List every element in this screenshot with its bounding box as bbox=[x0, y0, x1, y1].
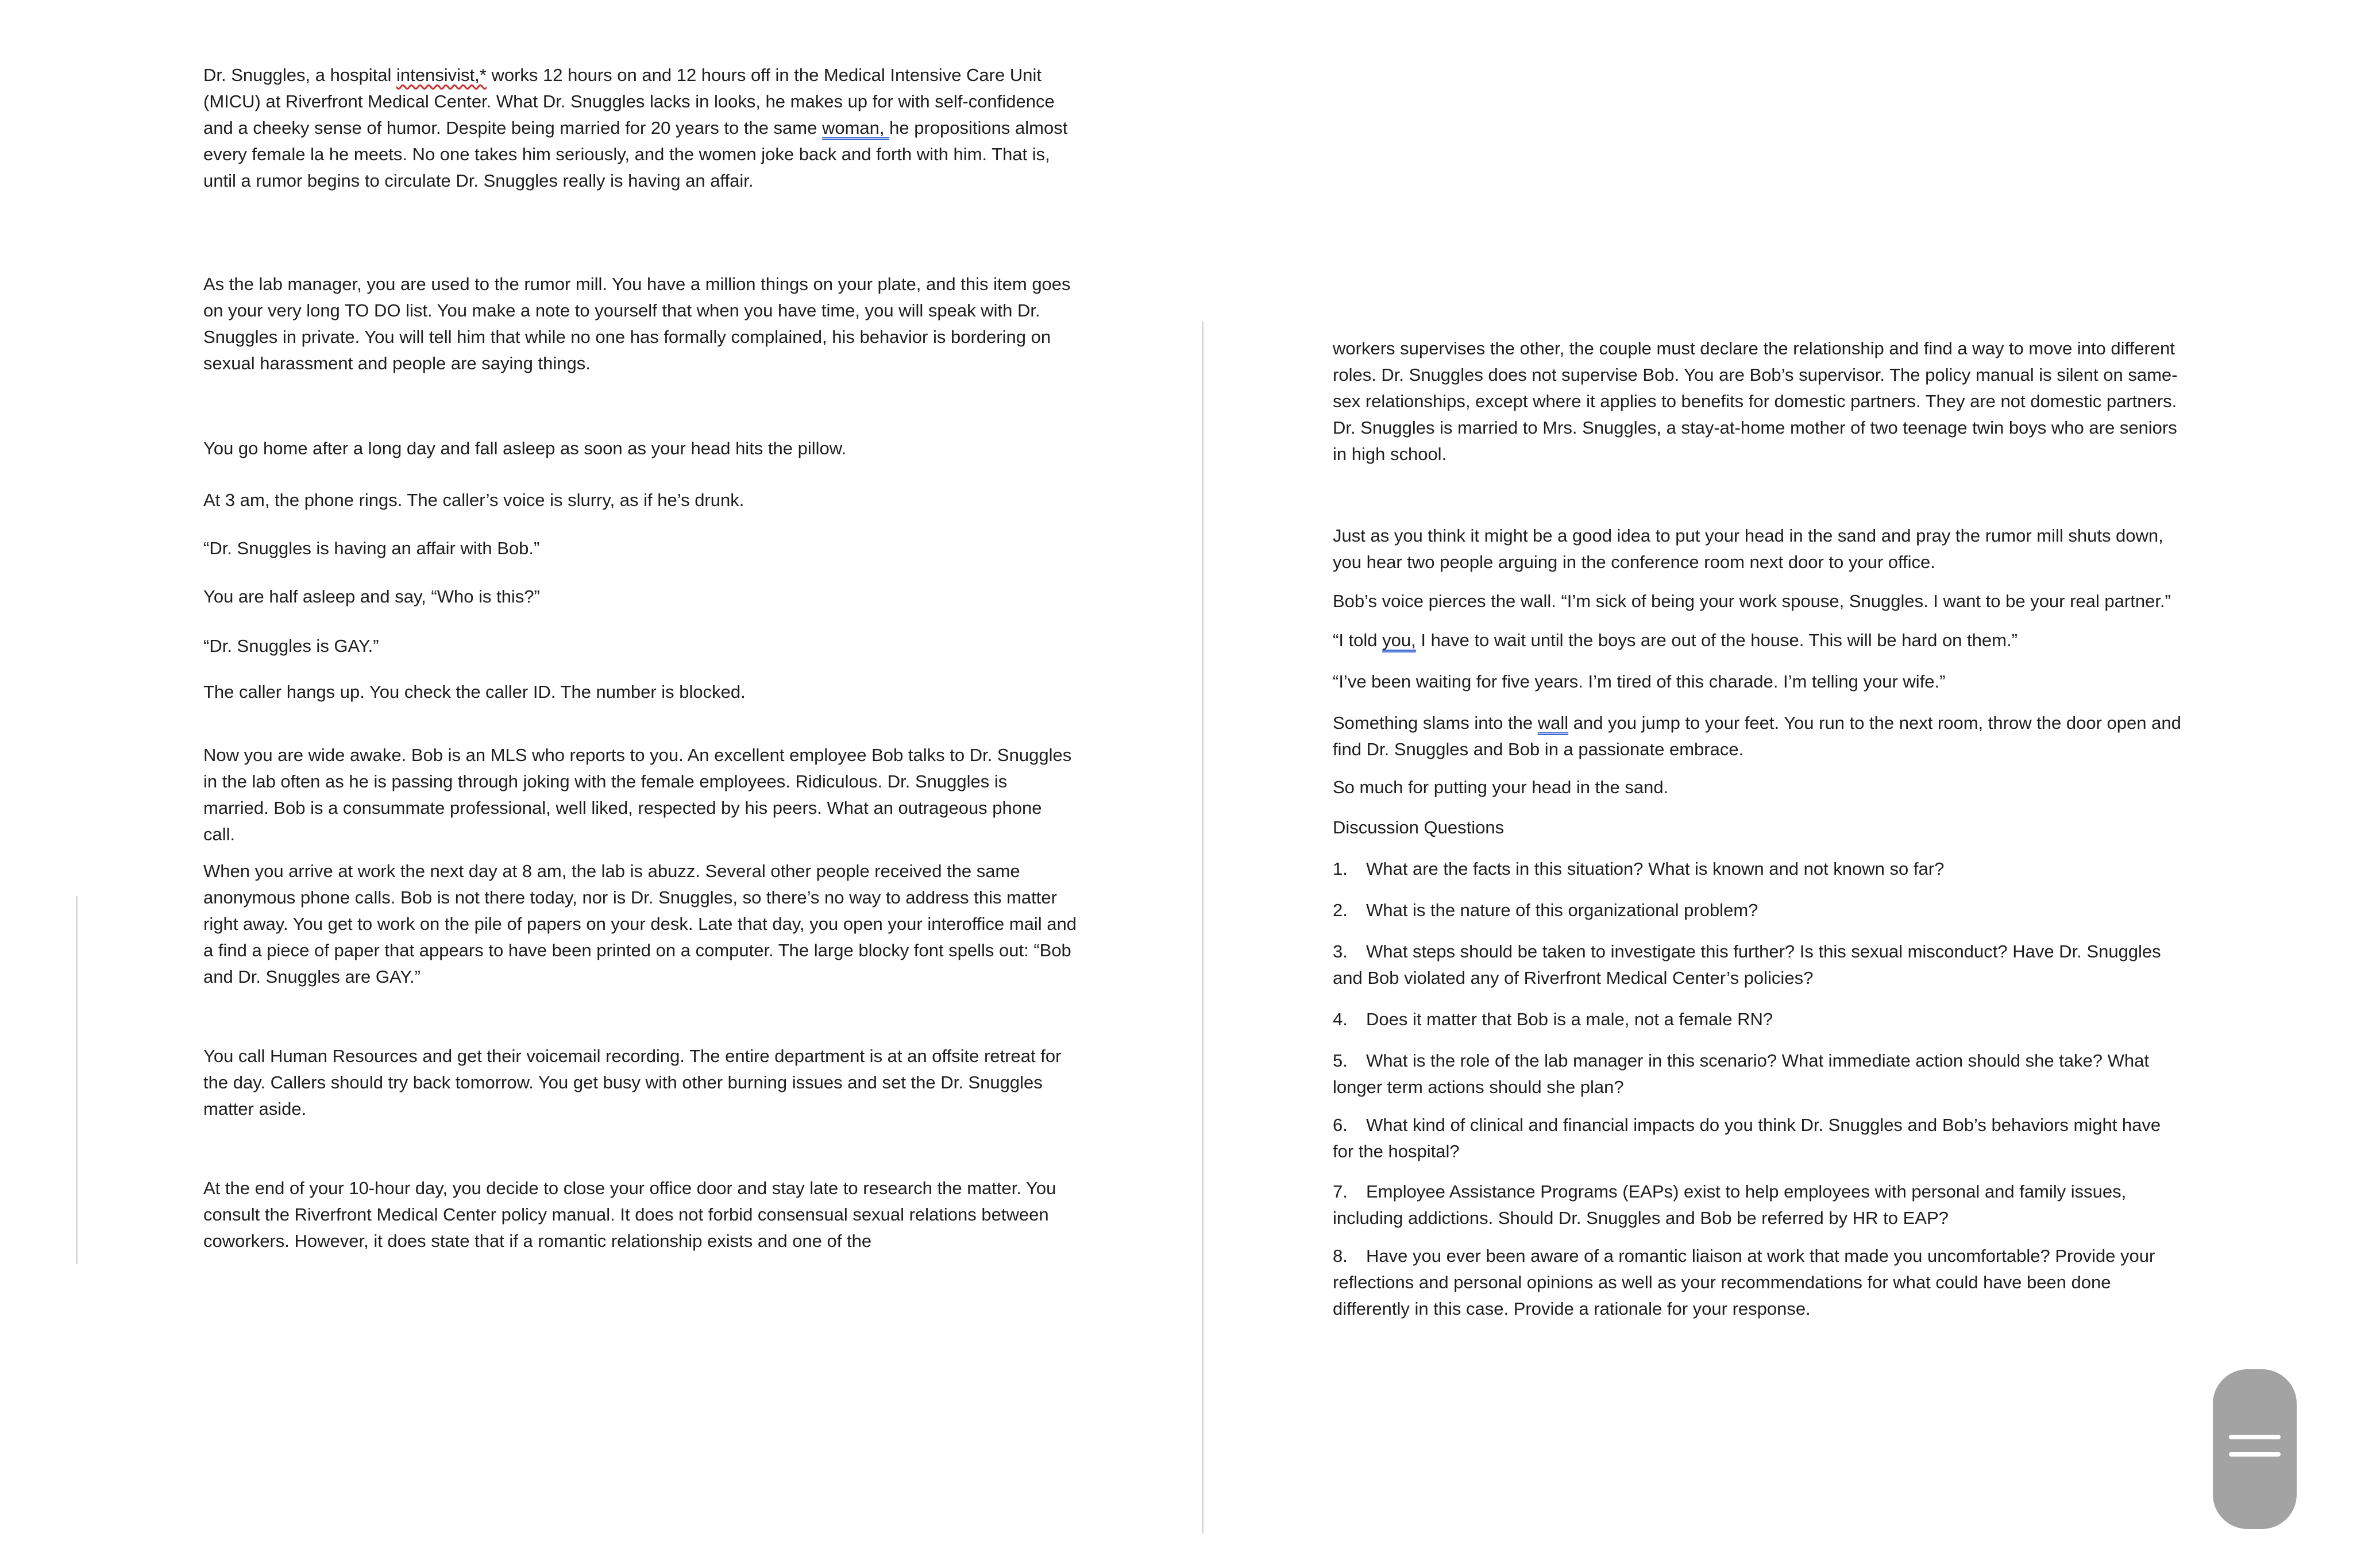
paragraph-caller-quote: “Dr. Snuggles is having an affair with Bob.” bbox=[203, 538, 540, 558]
paragraph-lab-manager: As the lab manager, you are used to the rumor mill. You have a million things on your plate, and this item goes on your very long TO DO list. You make a note to yourself that when you have time, you will speak with Dr. Snuggles in private. You will tell him that while no one has formally complained, his behavior is bordering on sexual harassment and people are saying things. bbox=[203, 274, 1071, 373]
grammar-flagged-word[interactable]: you, bbox=[1382, 630, 1416, 650]
question-item: 6. What kind of clinical and financial impacts do you think Dr. Snuggles and Bob’s behaviors might have for the hospital? bbox=[1333, 1115, 2161, 1161]
question-item: 7. Employee Assistance Programs (EAPs) exist to help employees with personal and family issues, including addictions. Should Dr. Snuggles and Bob be referred by HR to EAP? bbox=[1333, 1181, 2127, 1228]
grammar-flagged-word[interactable]: wall bbox=[1537, 713, 1569, 733]
paragraph-slam: Something slams into the wall and you jump to your feet. You run to the next room, throw the door open and find Dr. Snuggles and Bob in a passionate embrace. bbox=[1333, 713, 2181, 759]
paragraph-next-day: When you arrive at work the next day at 8 am, the lab is abuzz. Several other people received the same anonymous phone calls. Bob is not there today, nor is Dr. Snuggles, so there’s no way to address this matter right away. You get to work on the pile of papers on your desk. Late that day, you open your interoffice mail and a find a piece of paper that appears to have been printed on a computer. The large blocky font spells out: “Bob and Dr. Snuggles are GAY.” bbox=[203, 861, 1077, 987]
question-item: 1. What are the facts in this situation? What is known and not known so far? bbox=[1333, 859, 1945, 879]
paragraph-phone-rings: At 3 am, the phone rings. The caller’s voice is slurry, as if he’s drunk. bbox=[203, 490, 745, 510]
grammar-flagged-word[interactable]: woman, bbox=[821, 118, 890, 138]
spellcheck-flagged-word[interactable]: intensivist,* bbox=[396, 65, 487, 85]
paragraph-wide-awake: Now you are wide awake. Bob is an MLS who reports to you. An excellent employee Bob talks to Dr. Snuggles in the lab often as he is passing through joking with the female employees. Ridiculous. Dr. Snuggles is married. Bob is a consummate professional, well liked, respected by his peers. What an outrageous phone call. bbox=[203, 745, 1072, 844]
paragraph-half-asleep: You are half asleep and say, “Who is this?” bbox=[203, 586, 540, 607]
paragraph-so-much: So much for putting your head in the sand. bbox=[1333, 777, 1669, 797]
question-item: 5. What is the role of the lab manager in this scenario? What immediate action should she take? What longer term actions should she plan? bbox=[1333, 1051, 2149, 1097]
paragraph-caller-quote-2: “Dr. Snuggles is GAY.” bbox=[203, 636, 379, 656]
paragraph-bob-voice: Bob’s voice pierces the wall. “I’m sick of being your work spouse, Snuggles. I want to be your real partner.” bbox=[1333, 591, 2171, 611]
question-item: 2. What is the nature of this organizational problem? bbox=[1333, 900, 1758, 920]
question-item: 8. Have you ever been aware of a romantic liaison at work that made you uncomfortable? Provide your reflections and personal opinions as well as your recommendations for what could have been done differently in this case. Provide a rationale for your response. bbox=[1333, 1246, 2155, 1319]
hamburger-icon-bar bbox=[2229, 1435, 2281, 1439]
paragraph-dialogue-1: “I told you, I have to wait until the boys are out of the house. This will be hard on them.” bbox=[1333, 630, 2018, 650]
page-edge-line bbox=[76, 896, 78, 1264]
question-item: 3. What steps should be taken to investigate this further? Is this sexual misconduct? Have Dr. Snuggles and Bob violated any of Riverfront Medical Center’s policies? bbox=[1333, 941, 2161, 988]
question-list bbox=[1333, 856, 2183, 1322]
paragraph-head-in-sand: Just as you think it might be a good idea to put your head in the sand and pray the rumor mill shuts down, you hear two people arguing in the conference room next door to your office. bbox=[1333, 526, 2163, 572]
paragraph-human-resources: You call Human Resources and get their voicemail recording. The entire department is at an offsite retreat for the day. Callers should try back tomorrow. You get busy with other burning issues and set the Dr. Snuggles matter aside. bbox=[203, 1046, 1062, 1119]
paragraph-intro: Dr. Snuggles, a hospital intensivist,* works 12 hours on and 12 hours off in the Medical Intensive Care Unit (MICU) at Riverfront Medical Center. What Dr. Snuggles lacks in looks, he makes up for with self-confidence and a cheeky sense of humor. Despite being married for 20 years to the same woman, he propositions almost every female la he meets. No one takes him seriously, and the women joke back and forth with him. That is, until a rumor begins to circulate Dr. Snuggles really is having an affair. bbox=[203, 65, 1068, 191]
question-item: 4. Does it matter that Bob is a male, not a female RN? bbox=[1333, 1009, 1773, 1029]
paragraph-policy-continued: workers supervises the other, the couple must declare the relationship and find a way to move into different roles. Dr. Snuggles does not supervise Bob. You are Bob’s supervisor. The policy manual is silent on same-sex relationships, except where it applies to benefits for domestic partners. They are not domestic partners. Dr. Snuggles is married to Mrs. Snuggles, a stay-at-home mother of two teenage twin boys who are seniors in high school. bbox=[1333, 338, 2178, 464]
paragraph-policy-research: At the end of your 10-hour day, you decide to close your office door and stay late to research the matter. You consult the Riverfront Medical Center policy manual. It does not forbid consensual sexual relations between coworkers. However, it does state that if a romantic relationship exists and one of the bbox=[203, 1178, 1056, 1251]
left-page-column bbox=[203, 62, 1077, 1254]
page-divider bbox=[1202, 322, 1203, 1534]
scroll-handle[interactable] bbox=[2213, 1369, 2297, 1529]
hamburger-icon-bar bbox=[2229, 1452, 2281, 1457]
paragraph-caller-hangs-up: The caller hangs up. You check the caller ID. The number is blocked. bbox=[203, 682, 746, 702]
paragraph-go-home: You go home after a long day and fall asleep as soon as your head hits the pillow. bbox=[203, 438, 847, 458]
discussion-heading: Discussion Questions bbox=[1333, 817, 1505, 837]
right-page-column bbox=[1333, 335, 2183, 1322]
paragraph-dialogue-2: “I’ve been waiting for five years. I’m tired of this charade. I’m telling your wife.” bbox=[1333, 671, 1946, 692]
